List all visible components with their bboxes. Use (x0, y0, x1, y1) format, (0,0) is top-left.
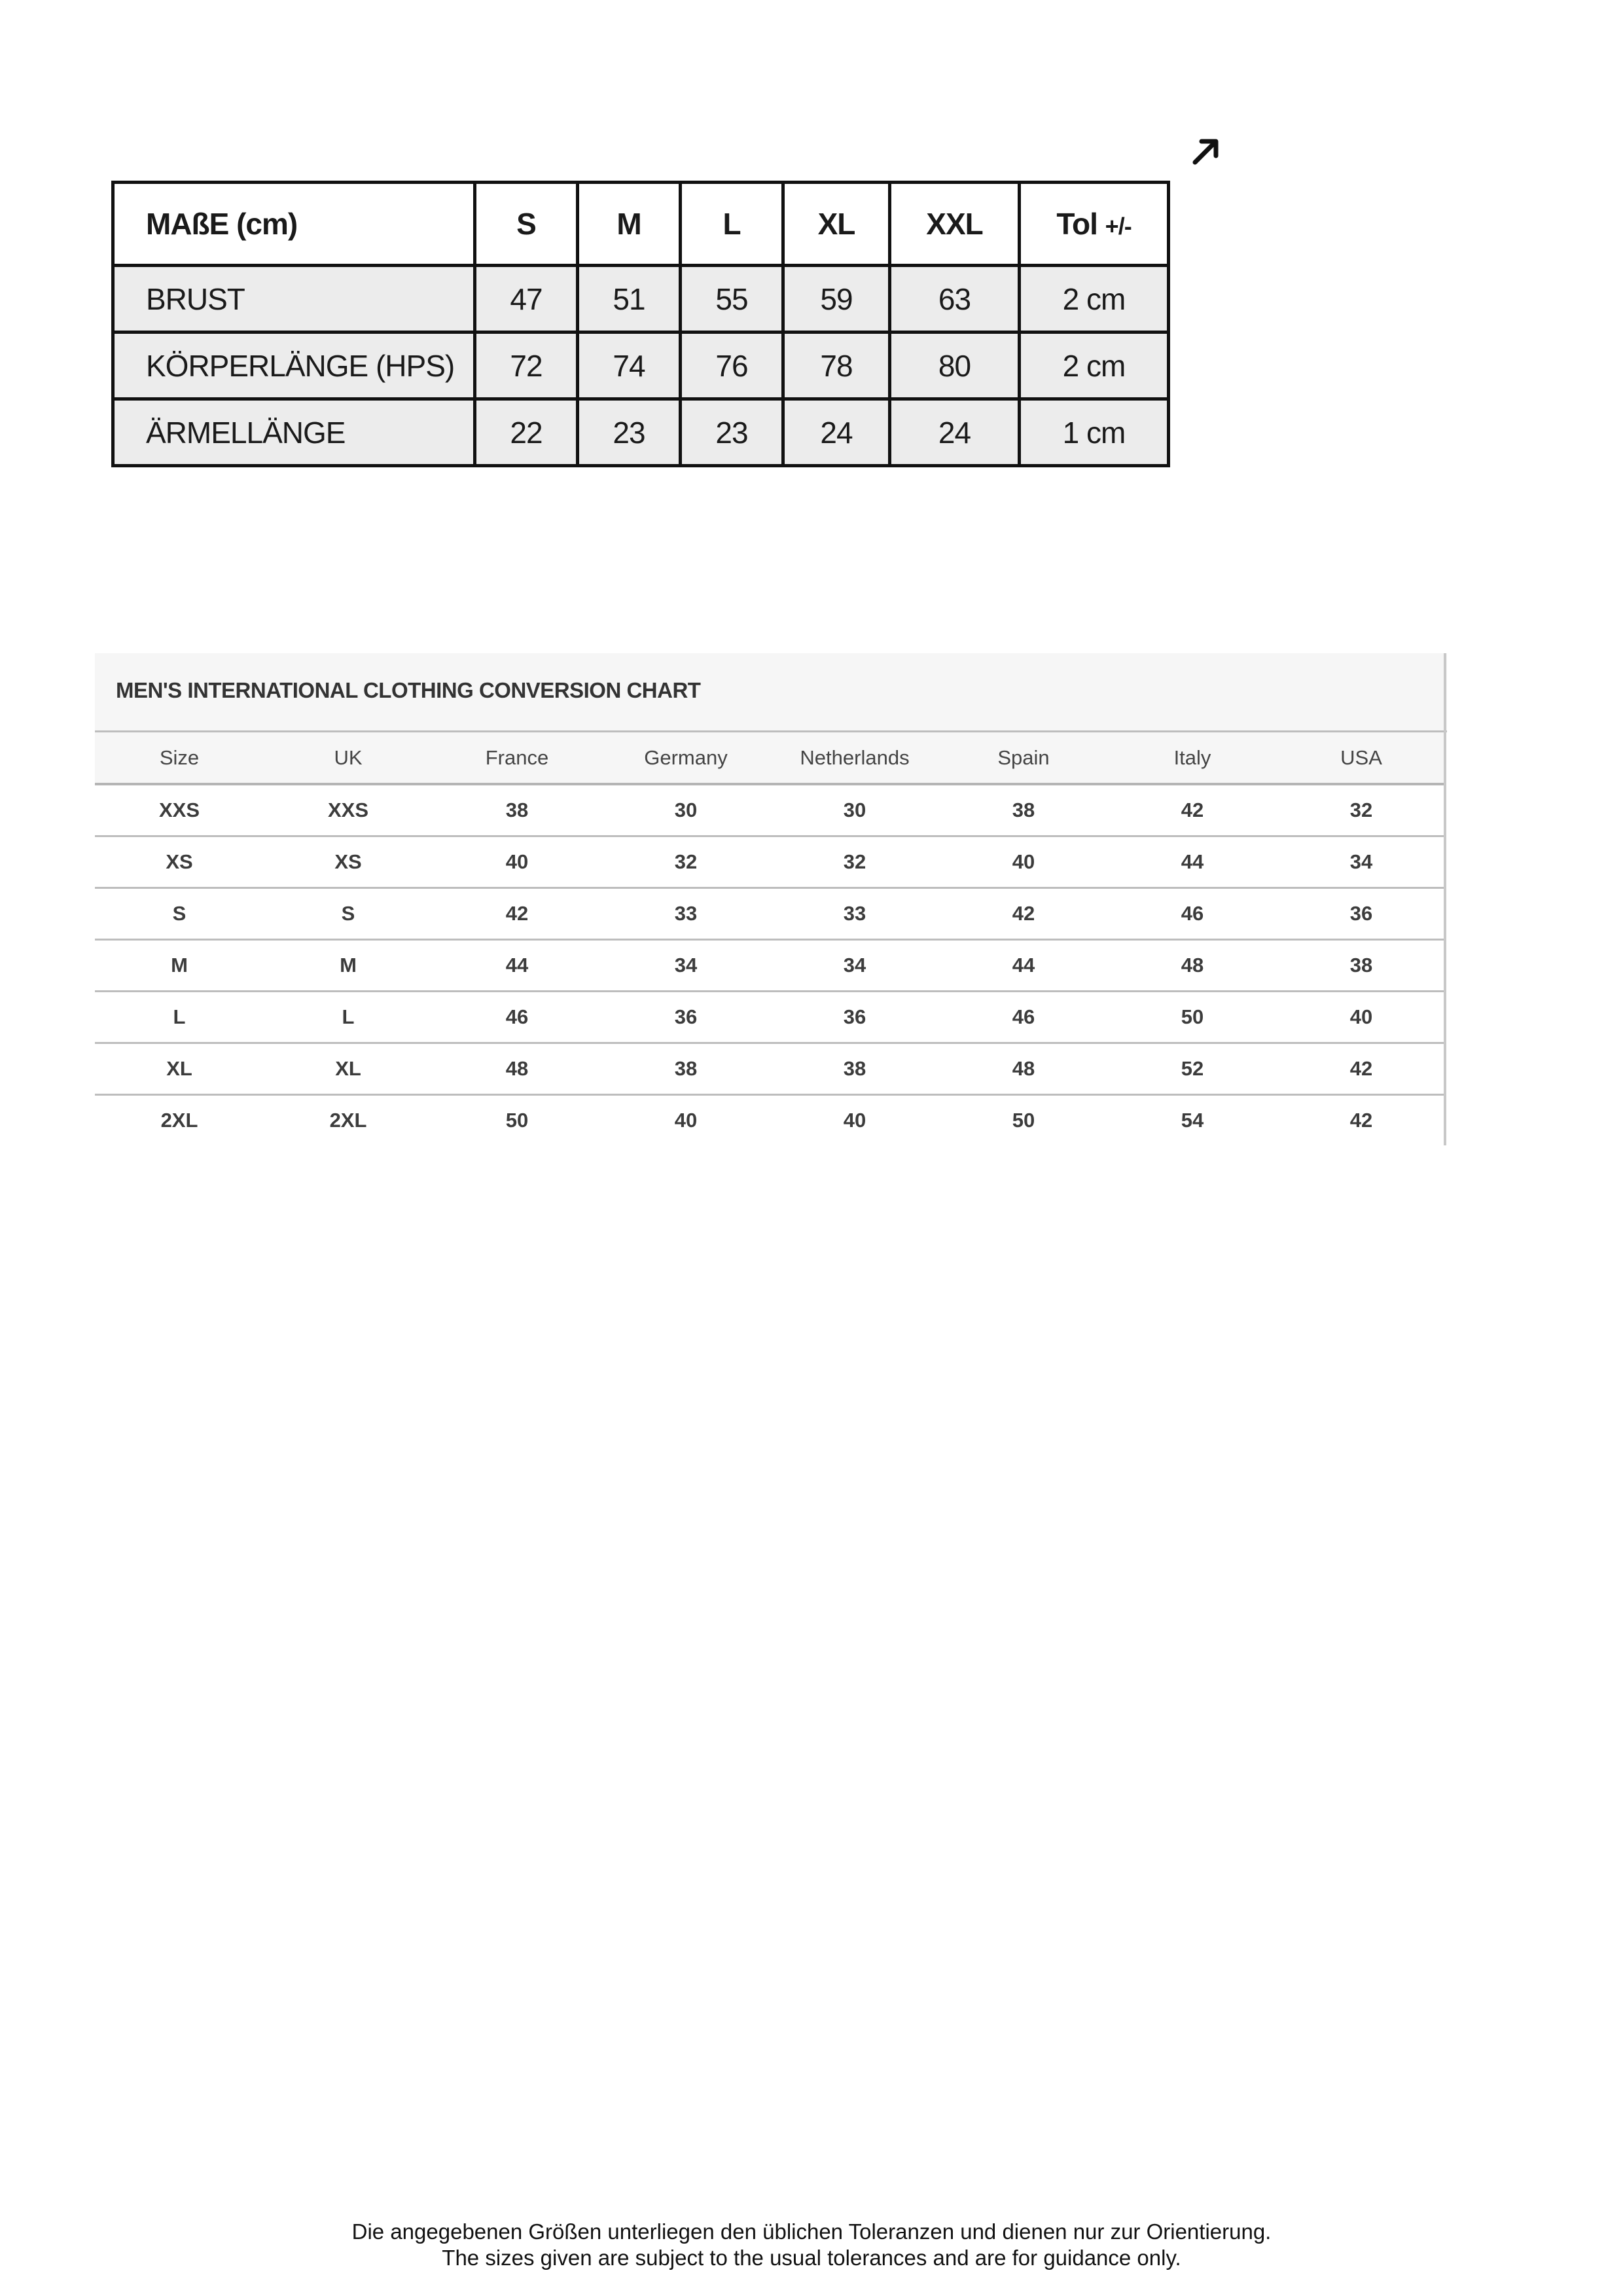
tolerance-cell: 2 cm (1020, 332, 1169, 399)
conversion-chart-title-bar (95, 653, 1447, 732)
table-row (95, 785, 1444, 837)
table-cell: 52 (1181, 1057, 1204, 1080)
table-cell: 76 (681, 332, 783, 399)
table-cell: 32 (843, 850, 866, 873)
row-label: ÄRMELLÄNGE (113, 399, 475, 466)
tolerance-cell: 2 cm (1020, 266, 1169, 332)
table-cell: XXS (327, 798, 369, 821)
arrow-up-right-icon (1191, 136, 1221, 166)
table-cell: 42 (1349, 1057, 1373, 1080)
table-cell: 40 (843, 1109, 866, 1132)
conversion-chart (95, 653, 1447, 1145)
header-size-xxl: XXL (890, 183, 1020, 266)
table-cell: 38 (674, 1057, 698, 1080)
column-header: Size (159, 745, 200, 769)
table-cell: 38 (1349, 954, 1373, 977)
table-cell: 36 (674, 1005, 698, 1028)
tolerance-label: Tol (1056, 207, 1097, 241)
table-cell: 54 (1181, 1109, 1204, 1132)
table-cell: 42 (505, 902, 529, 925)
table-cell: 46 (505, 1005, 529, 1028)
table-row (113, 266, 1169, 332)
table-cell: 24 (890, 399, 1020, 466)
table-cell: 36 (843, 1005, 866, 1028)
footer-line-german: Die angegebenen Größen unterliegen den üblichen Toleranzen und dienen nur zur Orientierung. (351, 2219, 1272, 2244)
table-cell: 36 (1349, 902, 1373, 925)
header-size-m: M (578, 183, 681, 266)
table-cell: 42 (1181, 798, 1204, 821)
table-cell: 55 (681, 266, 783, 332)
table-cell: L (173, 1005, 186, 1028)
table-cell: 38 (1012, 798, 1035, 821)
table-cell: 50 (1181, 1005, 1204, 1028)
table-cell: 24 (783, 399, 890, 466)
table-cell: 34 (674, 954, 698, 977)
conversion-header-row (95, 732, 1444, 785)
table-cell: 30 (674, 798, 698, 821)
table-cell: S (341, 902, 355, 925)
table-cell: 47 (475, 266, 578, 332)
table-cell: 2XL (329, 1109, 367, 1132)
table-cell: M (171, 954, 188, 977)
table-cell: 23 (578, 399, 681, 466)
table-cell: 42 (1012, 902, 1035, 925)
table-cell: 44 (1181, 850, 1204, 873)
header-size-l: L (681, 183, 783, 266)
column-header: Netherlands (800, 745, 910, 769)
column-header: UK (334, 745, 363, 769)
table-cell: 23 (681, 399, 783, 466)
table-cell: 40 (674, 1109, 698, 1132)
table-cell: XXS (158, 798, 200, 821)
table-cell: M (340, 954, 357, 977)
table-cell: 38 (505, 798, 529, 821)
table-cell: 40 (1349, 1005, 1373, 1028)
footer-line-english: The sizes given are subject to the usual tolerances and are for guidance only. (442, 2246, 1181, 2270)
tolerance-suffix: +/- (1105, 213, 1132, 240)
table-cell: 33 (843, 902, 866, 925)
table-cell: 32 (674, 850, 698, 873)
table-cell: 22 (475, 399, 578, 466)
table-cell: 48 (1012, 1057, 1035, 1080)
table-cell: 50 (1012, 1109, 1035, 1132)
table-cell: 72 (475, 332, 578, 399)
table-cell: S (172, 902, 187, 925)
column-header: Italy (1173, 745, 1211, 769)
table-cell: XL (335, 1057, 361, 1080)
row-label: BRUST (113, 266, 475, 332)
table-cell: 48 (505, 1057, 529, 1080)
table-cell: XS (334, 850, 362, 873)
table-cell: L (342, 1005, 355, 1028)
table-row (95, 889, 1444, 941)
table-cell: 2XL (160, 1109, 198, 1132)
table-cell: 32 (1349, 798, 1373, 821)
table-row (113, 332, 1169, 399)
table-cell: 30 (843, 798, 866, 821)
size-measurement-table (111, 181, 1170, 467)
table-cell: 80 (890, 332, 1020, 399)
header-tolerance (1020, 183, 1169, 266)
header-measure-label: MAßE (cm) (113, 183, 475, 266)
table-row (95, 1044, 1444, 1096)
column-header: France (485, 745, 549, 769)
table-cell: 42 (1349, 1109, 1373, 1132)
size-table-header-row (113, 183, 1169, 266)
table-cell: 38 (843, 1057, 866, 1080)
tolerance-cell: 1 cm (1020, 399, 1169, 466)
table-row (95, 992, 1444, 1044)
table-cell: 34 (843, 954, 866, 977)
table-cell: 63 (890, 266, 1020, 332)
table-cell: 44 (1012, 954, 1035, 977)
table-cell: XS (166, 850, 193, 873)
footer-disclaimer (0, 2219, 1623, 2271)
table-cell: 40 (1012, 850, 1035, 873)
table-cell: 48 (1181, 954, 1204, 977)
table-cell: 59 (783, 266, 890, 332)
table-cell: 34 (1349, 850, 1373, 873)
table-cell: 46 (1181, 902, 1204, 925)
column-header: Spain (997, 745, 1050, 769)
column-header: USA (1340, 745, 1382, 769)
table-row (95, 837, 1444, 889)
table-cell: 46 (1012, 1005, 1035, 1028)
conversion-chart-title: MEN'S INTERNATIONAL CLOTHING CONVERSION CHART (116, 678, 701, 702)
table-cell: 33 (674, 902, 698, 925)
table-row (95, 941, 1444, 992)
table-cell: 40 (505, 850, 529, 873)
table-row (113, 399, 1169, 466)
column-header: Germany (644, 745, 728, 769)
table-cell: 51 (578, 266, 681, 332)
header-size-xl: XL (783, 183, 890, 266)
row-label: KÖRPERLÄNGE (HPS) (113, 332, 475, 399)
table-cell: 78 (783, 332, 890, 399)
table-cell: 50 (505, 1109, 529, 1132)
conversion-right-border (1444, 653, 1446, 1145)
table-row (95, 1096, 1444, 1145)
header-size-s: S (475, 183, 578, 266)
table-cell: 44 (505, 954, 529, 977)
table-cell: XL (166, 1057, 192, 1080)
table-cell: 74 (578, 332, 681, 399)
